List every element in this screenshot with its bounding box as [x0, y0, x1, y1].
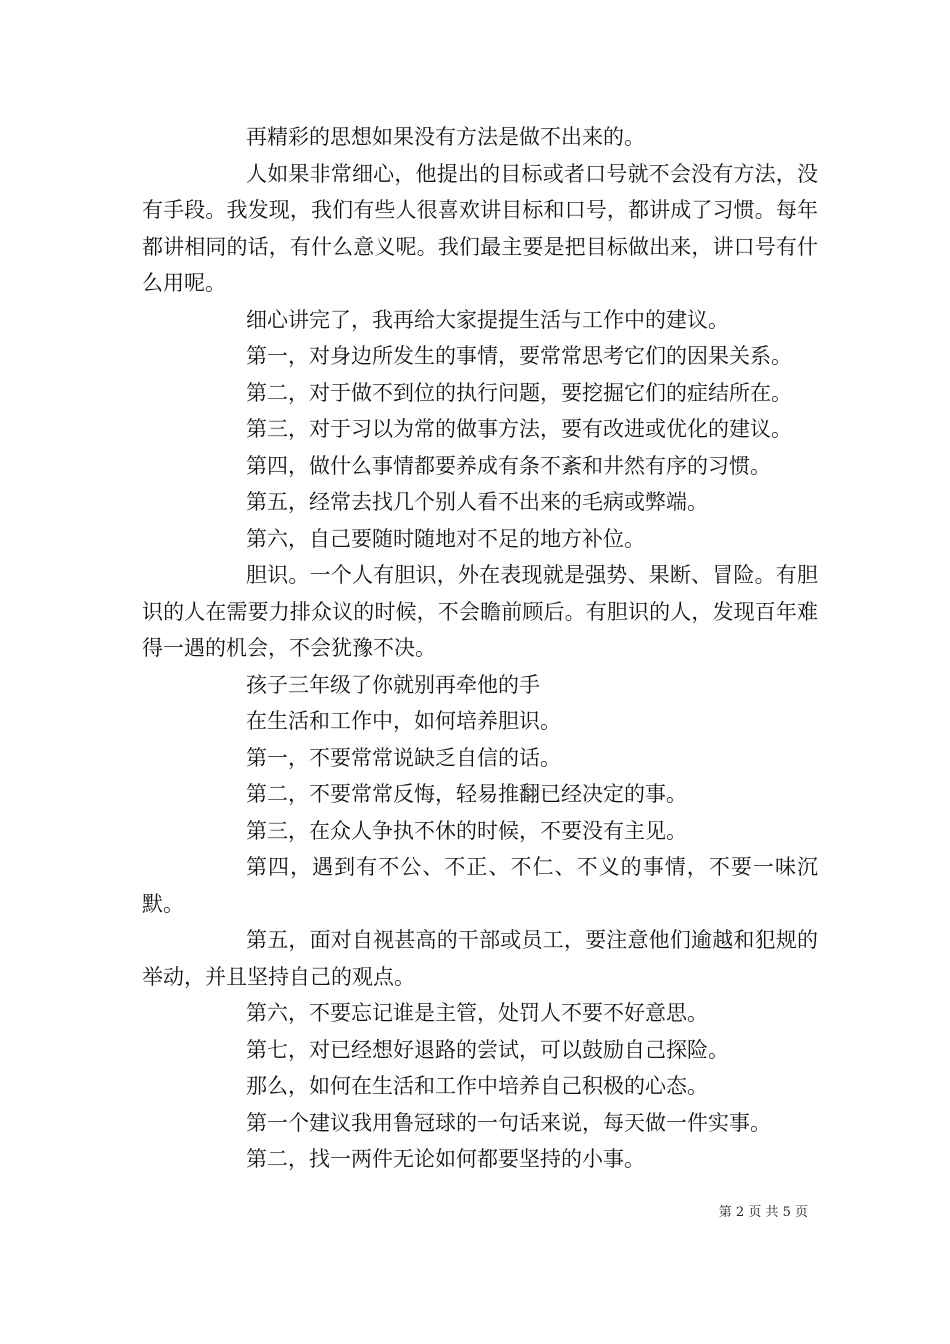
- paragraph: 第二，对于做不到位的执行问题，要挖掘它们的症结所在。: [246, 380, 792, 405]
- paragraph: 第五，经常去找几个别人看不出来的毛病或弊端。: [246, 490, 708, 514]
- paragraph: 第一，对身边所发生的事情，要常常思考它们的因果关系。: [246, 344, 792, 368]
- document-body: [142, 119, 818, 1178]
- paragraph: 第二，找一两件无论如何都要坚持的小事。: [246, 1147, 645, 1171]
- paragraph: 第六，不要忘记谁是主管，处罚人不要不好意思。: [246, 1001, 708, 1025]
- paragraph: 第一，不要常常说缺乏自信的话。: [246, 745, 561, 770]
- paragraph: 第五，面对自视甚高的干部或员工，要注意他们逾越和犯规的举动，并且坚持自己的观点。: [142, 928, 818, 989]
- paragraph: 再精彩的思想如果没有方法是做不出来的。: [246, 125, 645, 149]
- paragraph: 第二，不要常常反悔，轻易推翻已经决定的事。: [246, 782, 687, 806]
- paragraph: 人如果非常细心，他提出的目标或者口号就不会没有方法，没有手段。我发现，我们有些人很喜欢讲目标和口号，都讲成了习惯。每年都讲相同的话，有什么意义呢。我们最主要是把目标做出来，讲口号有什么用呢。: [142, 161, 818, 295]
- paragraph: 第六，自己要随时随地对不足的地方补位。: [246, 526, 645, 551]
- page-number-footer: 第 2 页 共 5 页: [718, 1205, 808, 1220]
- paragraph: 第四，做什么事情都要养成有条不紊和井然有序的习惯。: [246, 453, 771, 478]
- paragraph: 第三，在众人争执不休的时候，不要没有主见。: [246, 818, 687, 843]
- paragraph: 第四，遇到有不公、不正、不仁、不义的事情，不要一味沉默。: [142, 855, 818, 916]
- paragraph: 孩子三年级了你就别再牵他的手: [246, 672, 540, 697]
- paragraph: 胆识。一个人有胆识，外在表现就是强势、果断、冒险。有胆识的人在需要力排众议的时候，不会瞻前顾后。有胆识的人，发现百年难得一遇的机会，不会犹豫不决。: [142, 563, 818, 660]
- paragraph: 第七，对已经想好退路的尝试，可以鼓励自己探险。: [246, 1037, 729, 1062]
- paragraph: 第三，对于习以为常的做事方法，要有改进或优化的建议。: [246, 417, 792, 441]
- paragraph: 细心讲完了，我再给大家提提生活与工作中的建议。: [246, 307, 729, 332]
- paragraph: 第一个建议我用鲁冠球的一句话来说，每天做一件实事。: [246, 1110, 771, 1135]
- paragraph: 在生活和工作中，如何培养胆识。: [246, 709, 561, 733]
- paragraph: 那么，如何在生活和工作中培养自己积极的心态。: [246, 1074, 708, 1098]
